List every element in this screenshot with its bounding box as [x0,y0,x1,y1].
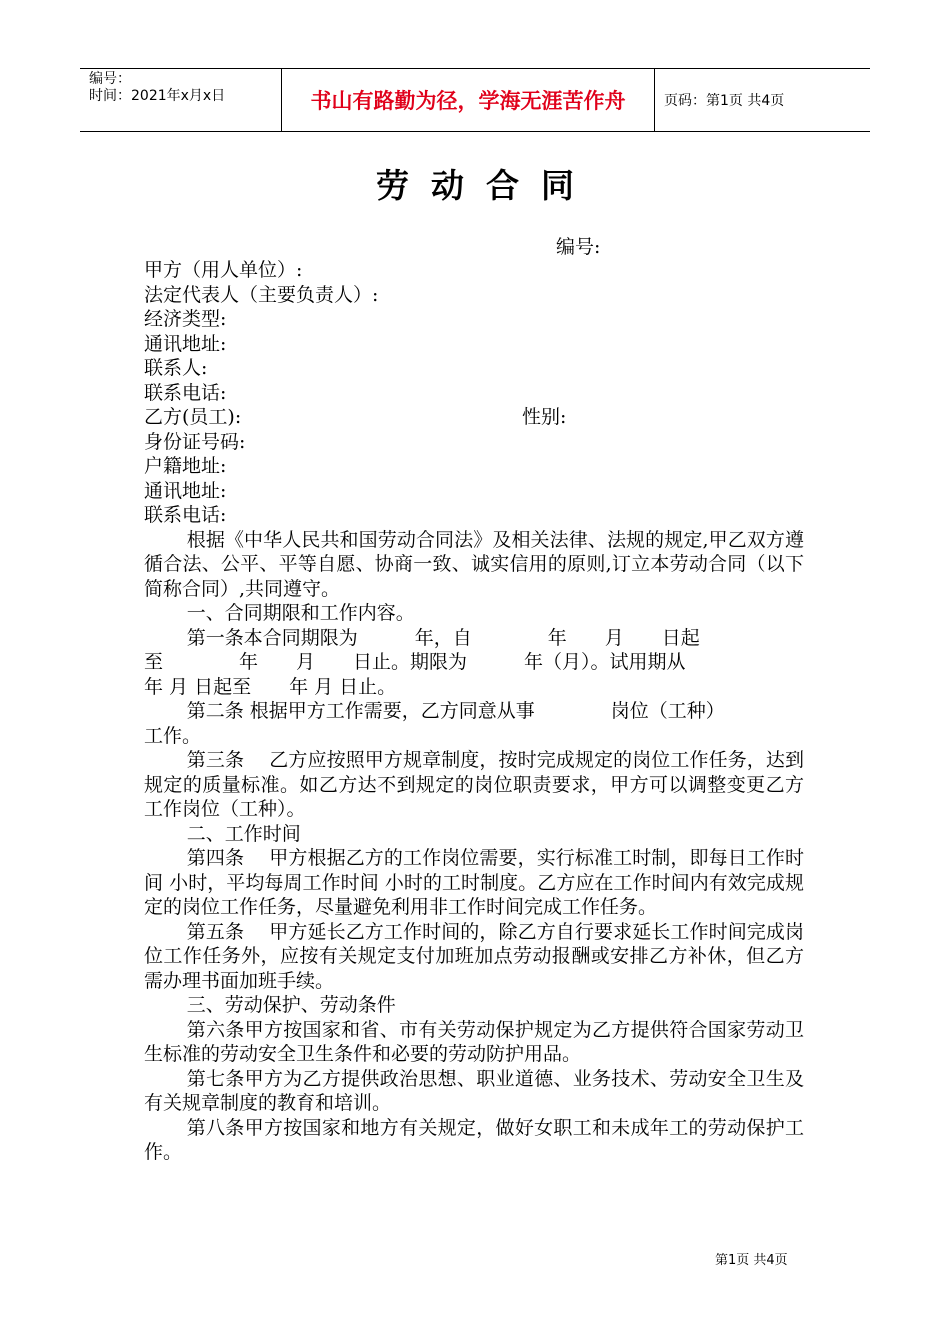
article-1-line-1: 第一条本合同期限为 年，自 年 月 日起 [186,626,700,649]
intro-paragraph: 根据《中华人民共和国劳动合同法》及相关法律、法规的规定,甲乙双方遵循合法、公平、平等自愿、协商一致、诚实信用的原则,订立本劳动合同（以下简称合同）,共同遵守。 [144,528,804,600]
article-5: 第五条 甲方延长乙方工作时间的，除乙方自行要求延长工作时间完成岗位工作任务外，应按有关规定支付加班加点劳动报酬或安排乙方补休，但乙方需办理书面加班手续。 [144,920,804,992]
field-party-b-row [144,405,804,430]
header-page-info: 页码：第1页 共4页 [664,93,785,109]
page-footer: 第1页 共4页 [715,1253,788,1268]
field-party-b: 乙方(员工): [144,406,242,428]
section-1-heading: 一、合同期限和工作内容。 [186,602,415,624]
field-address-b: 通讯地址: [144,479,227,502]
field-id-no: 身份证号码: [144,430,246,453]
section-2-heading: 二、工作时间 [186,822,301,845]
field-address-a: 通讯地址: [144,332,227,355]
header-date: 时间：2021年x月x日 [89,88,226,104]
document-title: 劳动合同 [376,166,596,205]
page-header [80,68,870,132]
field-phone-a: 联系电话: [144,381,227,404]
article-2-line-1: 第二条 根据甲方工作需要，乙方同意从事 岗位（工种） [186,700,725,722]
section-3-heading: 三、劳动保护、劳动条件 [186,994,396,1016]
field-phone-b: 联系电话: [144,504,227,526]
article-8: 第八条甲方按国家和地方有关规定，做好女职工和未成年工的劳动保护工作。 [144,1116,804,1163]
field-party-a: 甲方（用人单位）: [144,259,303,281]
header-serial: 编号： [89,71,131,87]
contract-number-label: 编号: [556,236,601,258]
article-7: 第七条甲方为乙方提供政治思想、职业道德、业务技术、劳动安全卫生及有关规章制度的教育和培训。 [144,1067,804,1114]
article-1-line-3: 年 月 日起至 年 月 日止。 [144,675,397,698]
header-motto: 书山有路勤为径，学海无涯苦作舟 [282,69,655,131]
article-4: 第四条 甲方根据乙方的工作岗位需要，实行标准工时制，即每日工作时间 小时，平均每周工作时间 小时的工时制度。乙方应在工作时间内有效完成规定的岗位工作任务，尽量避免利用非工作时间完成工作任务。 [144,847,804,918]
contract-body [144,258,804,1165]
article-1-line-2: 至 年 月 日止。期限为 年（月）。试用期从 [144,651,686,673]
field-household: 户籍地址: [144,455,227,477]
article-3: 第三条 乙方应按照甲方规章制度，按时完成规定的岗位工作任务，达到规定的质量标准。如乙方达不到规定的岗位职责要求，甲方可以调整变更乙方工作岗位（工种）。 [144,749,804,820]
header-meta [80,69,282,131]
field-econ-type: 经济类型: [144,308,227,330]
article-6: 第六条甲方按国家和省、市有关劳动保护规定为乙方提供符合国家劳动卫生标准的劳动安全卫生条件和必要的劳动防护用品。 [144,1018,804,1065]
article-2-line-2: 工作。 [144,724,202,747]
field-legal-rep: 法定代表人（主要负责人）: [144,283,379,306]
field-contact: 联系人: [144,357,208,379]
field-gender: 性别: [522,406,567,428]
